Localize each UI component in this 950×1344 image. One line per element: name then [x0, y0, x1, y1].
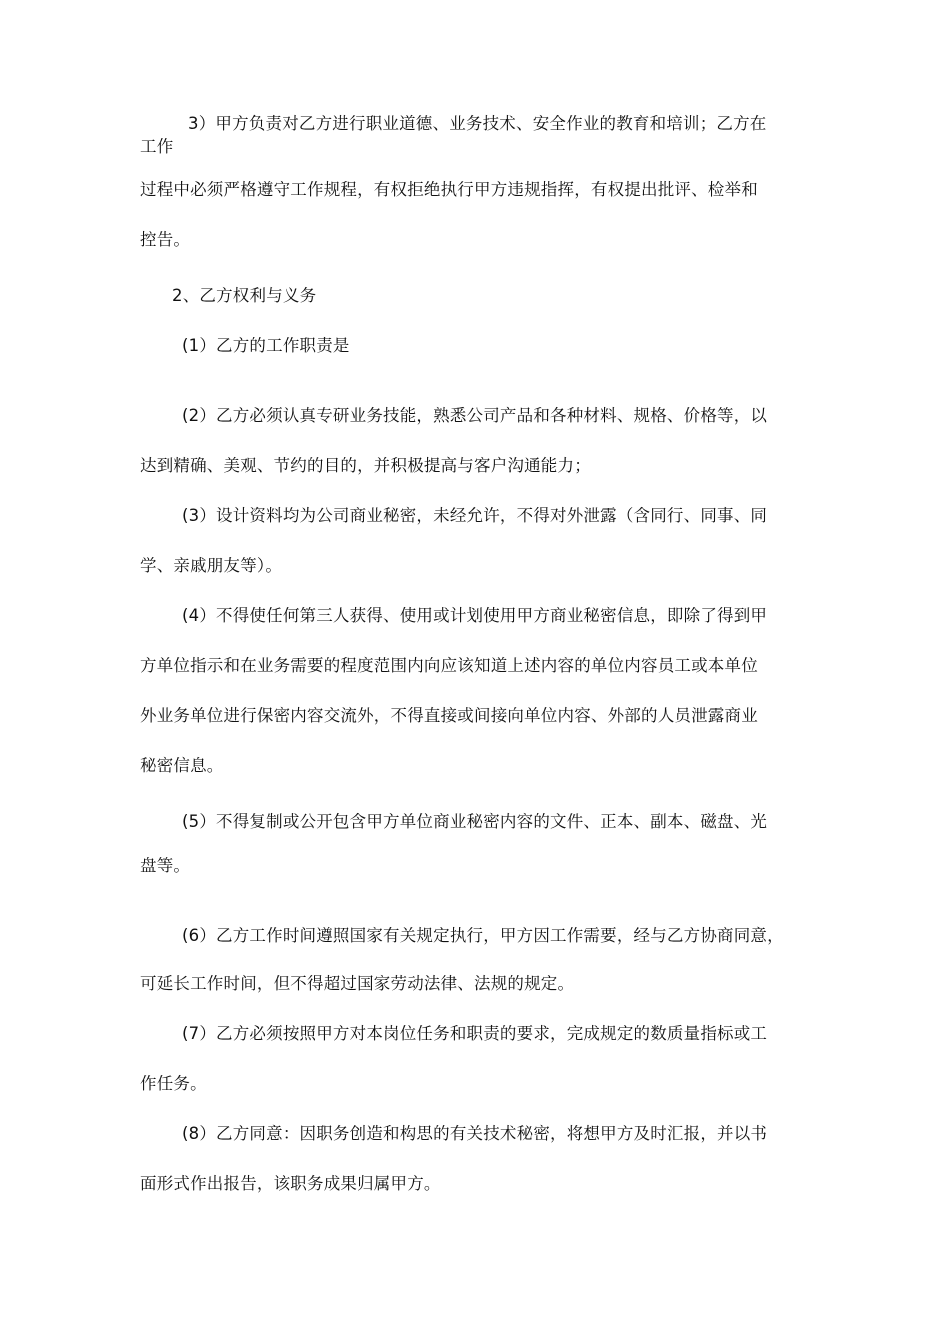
paragraph-3-line-2: 工作: [140, 137, 174, 156]
item-4-line-4: 秘密信息。: [140, 756, 224, 775]
section-heading-2: 2、乙方权利与义务: [172, 286, 317, 305]
item-8-line-2: 面形式作出报告，该职务成果归属甲方。: [140, 1174, 441, 1193]
item-6-line-1: (6）乙方工作时间遵照国家有关规定执行，甲方因工作需要，经与乙方协商同意，: [182, 926, 784, 945]
item-3-line-1: (3）设计资料均为公司商业秘密，未经允许，不得对外泄露（含同行、同事、同: [182, 506, 768, 525]
item-4-line-1: (4）不得使任何第三人获得、使用或计划使用甲方商业秘密信息，即除了得到甲: [182, 606, 768, 625]
paragraph-3-line-4: 控告。: [140, 230, 191, 249]
item-4-line-3: 外业务单位进行保密内容交流外，不得直接或间接向单位内容、外部的人员泄露商业: [140, 706, 758, 725]
item-8-line-1: (8）乙方同意：因职务创造和构思的有关技术秘密，将想甲方及时汇报，并以书: [182, 1124, 768, 1143]
item-5-line-1: (5）不得复制或公开包含甲方单位商业秘密内容的文件、正本、副本、磁盘、光: [182, 812, 768, 831]
item-5-line-2: 盘等。: [140, 856, 191, 875]
item-2-line-2: 达到精确、美观、节约的目的，并积极提高与客户沟通能力；: [140, 456, 591, 475]
item-7-line-2: 作任务。: [140, 1074, 207, 1093]
item-3-line-2: 学、亲戚朋友等）。: [140, 556, 283, 575]
item-4-line-2: 方单位指示和在业务需要的程度范围内向应该知道上述内容的单位内容员工或本单位: [140, 656, 758, 675]
item-6-line-2: 可延长工作时间，但不得超过国家劳动法律、法规的规定。: [140, 974, 575, 993]
paragraph-3-line-3: 过程中必须严格遵守工作规程，有权拒绝执行甲方违规指挥，有权提出批评、检举和: [140, 180, 758, 199]
item-2-line-1: (2）乙方必须认真专研业务技能，熟悉公司产品和各种材料、规格、价格等，以: [182, 406, 768, 425]
item-1-line-1: (1）乙方的工作职责是: [182, 336, 350, 355]
paragraph-3-line-1: 3）甲方负责对乙方进行职业道德、业务技术、安全作业的教育和培训；乙方在: [188, 114, 767, 133]
item-7-line-1: (7）乙方必须按照甲方对本岗位任务和职责的要求，完成规定的数质量指标或工: [182, 1024, 768, 1043]
